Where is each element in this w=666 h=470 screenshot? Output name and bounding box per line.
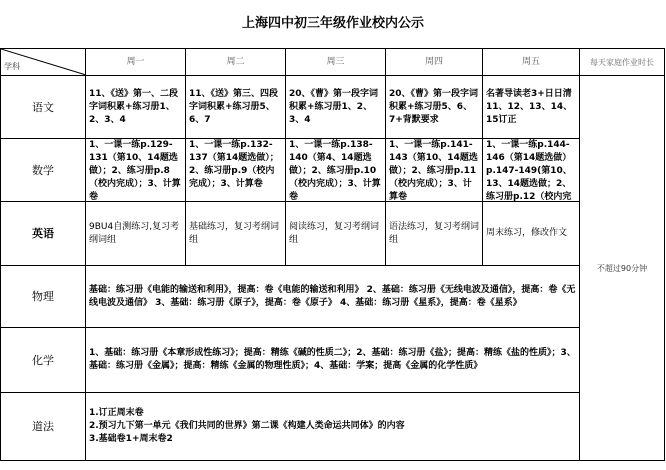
math-wednesday (286, 139, 386, 202)
row-english (1, 202, 665, 266)
header-day-friday: 周五 (483, 49, 580, 76)
header-time-limit: 每天家庭作业时长 (580, 49, 665, 76)
time-limit-value: 不超过90分钟 (580, 76, 665, 461)
header-day-tuesday: 周二 (186, 49, 286, 76)
ethics-line-3: 3.基础卷1+周末卷2 (89, 434, 173, 444)
subject-math: 数学 (1, 139, 86, 202)
math-thursday-text: 1、一课一练p.141-143（第10、14题选做）；2、练习册p.11（校内完成）；3、计算卷 (389, 140, 478, 201)
english-wednesday: 阅读练习，复习考纲词组 (286, 202, 386, 266)
physics-week: 基础：练习册《电能的输送和利用》，提高：卷《电能的输送和利用》 2、基础：练习册《无线电波及通信》，提高：卷《无线电波及通信》 3、基础：练习册《原子》，提高：卷《原子》 4、基础：练习册《星系》，提高：卷《星系》 (86, 266, 580, 328)
row-physics (1, 266, 665, 328)
ethics-line-1: 1.订正周末卷 (89, 408, 144, 418)
chinese-wednesday: 20、《曹》第一段字词积累+练习册1、2、3、4 (286, 76, 386, 139)
math-friday-text: 1、一课一练p.144-146（第14题选做）p.147-149(第10、13、14题选做；2、练习册p.12（校内完 (486, 140, 572, 201)
english-thursday: 语法练习，复习考纲词组 (386, 202, 483, 266)
ethics-week (86, 393, 580, 461)
header-corner-cell (1, 49, 86, 76)
math-thursday (386, 139, 483, 202)
math-tuesday (186, 139, 286, 202)
chinese-monday: 11、《送》第一、二段字词积累+练习册1、2、3、4 (86, 76, 186, 139)
chinese-thursday: 20、《曹》第一段字词积累+练习册5、6、7+背默要求 (386, 76, 483, 139)
header-row (1, 49, 665, 76)
row-math (1, 139, 665, 202)
subject-chemistry: 化学 (1, 328, 86, 393)
subject-physics: 物理 (1, 266, 86, 328)
math-friday (483, 139, 580, 202)
page-title: 上海四中初三年级作业校内公示 (241, 16, 424, 31)
english-tuesday: 基础练习，复习考纲词组 (186, 202, 286, 266)
header-day-monday: 周一 (86, 49, 186, 76)
subject-column-label: 学科 (4, 62, 20, 71)
homework-table (0, 48, 665, 461)
math-wednesday-text: 1、一课一练p.138-140（第4、14题选做）；2、练习册p.10（校内完成）；3、计算卷 (289, 140, 381, 201)
row-chinese (1, 76, 665, 139)
row-ethics (1, 393, 665, 461)
chinese-tuesday: 11、《送》第三、四段字词积累+练习册5、6、7 (186, 76, 286, 139)
row-chemistry (1, 328, 665, 393)
header-day-thursday: 周四 (386, 49, 483, 76)
math-tuesday-text: 1、一课一练p.132-137（第14题选做）；2、练习册p.9（校内完成）；3、计算卷 (189, 140, 279, 189)
english-monday: 9BU4自测练习,复习考纲词组 (86, 202, 186, 266)
header-day-wednesday: 周三 (286, 49, 386, 76)
subject-chinese: 语文 (1, 76, 86, 139)
ethics-line-2: 2.预习九下第一单元《我们共同的世界》第二课《构建人类命运共同体》的内容 (89, 421, 405, 431)
math-monday (86, 139, 186, 202)
chinese-friday: 名著导读老3+日日清11、12、13、14、15订正 (483, 76, 580, 139)
english-friday: 周末练习，修改作文 (483, 202, 580, 266)
chemistry-week: 1、基础：练习册《本章形成性练习》；提高：精练《碱的性质二》；2、基础：练习册《盐》；提高：精练《盐的性质》；3、基础：练习册《金属》；提高：精练《金属的物理性质》；4、基础：学案；提高《金属的化学性质》 (86, 328, 580, 393)
subject-ethics: 道法 (1, 393, 86, 461)
math-monday-text: 1、一课一练p.129-131（第10、14题选做）；2、练习册p.8（校内完成）；3、计算卷 (89, 140, 181, 201)
subject-english: 英语 (1, 202, 86, 266)
